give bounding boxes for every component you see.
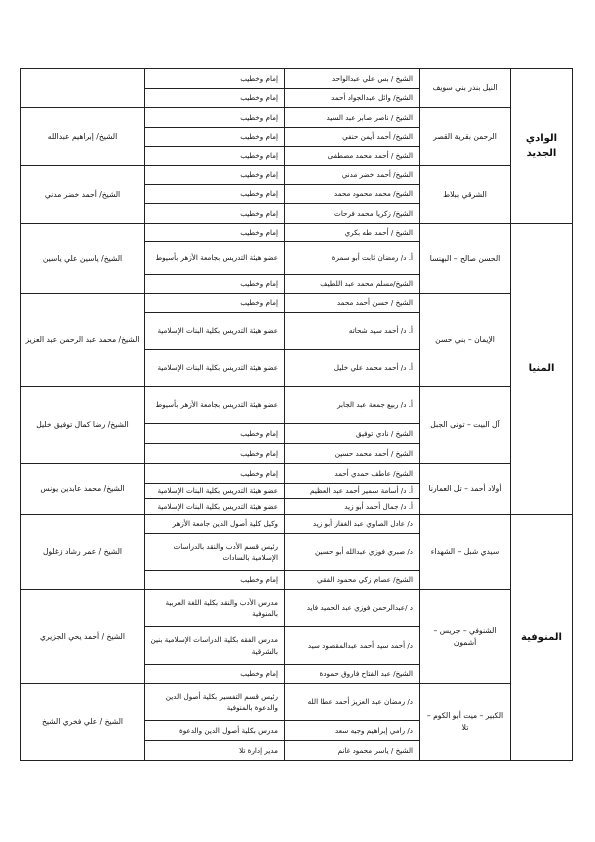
participant-name-cell: الشيخ/ محمد محمود محمد	[285, 185, 420, 204]
mosque-location-cell: آل البيت – تونى الجبل	[420, 387, 511, 464]
mosque-location-cell: سيدي شبل – الشهداء	[420, 515, 511, 590]
participant-name-cell: الشيخ/ أحمد خضر مدني	[285, 166, 420, 185]
participant-role-cell: إمام وخطيب	[145, 204, 285, 224]
table-row	[21, 515, 573, 534]
mosque-location-cell: الإيمان – بني حسن	[420, 294, 511, 387]
governorate-cell: الوادي الجديد	[511, 69, 573, 224]
participant-role-cell: وكيل كلية أصول الدين جامعة الأزهر	[145, 515, 285, 534]
participant-name-cell: د /عبدالرحمن فوزي عبد الحميد فايد	[285, 590, 420, 627]
participant-name-cell: أ. د/ ربيع جمعة عبد الجابر	[285, 387, 420, 424]
participant-role-cell: إمام وخطيب	[145, 571, 285, 590]
participant-role-cell: إمام وخطيب	[145, 69, 285, 89]
supervisor-cell: الشيخ/ أحمد خضر مدني	[21, 166, 145, 224]
mosque-location-cell: الكبير – ميت أبو الكوم – تلا	[420, 684, 511, 761]
table-row	[21, 294, 573, 313]
participant-name-cell: د/ رمضان عبد العزيز أحمد عطا الله	[285, 684, 420, 721]
participant-role-cell: إمام وخطيب	[145, 444, 285, 464]
supervisor-cell: الشيخ/ محمد عبد الرحمن عبد العزيز	[21, 294, 145, 387]
participant-name-cell: الشيخ / ياسر محمود غانم	[285, 741, 420, 761]
participant-role-cell: إمام وخطيب	[145, 294, 285, 313]
participant-role-cell: إمام وخطيب	[145, 108, 285, 128]
participant-role-cell: إمام وخطيب	[145, 128, 285, 147]
table-row	[21, 69, 573, 89]
participant-name-cell: الشيخ/ عصام زكي محمود الفقي	[285, 571, 420, 590]
participant-name-cell: الشيخ / أحمد طه بكري	[285, 224, 420, 242]
supervisor-cell	[21, 69, 145, 108]
participant-role-cell: عضو هيئة التدريس بكلية البنات الإسلامية	[145, 484, 285, 499]
participant-name-cell: أ. د/ رمضان ثابت أبو سمرة	[285, 242, 420, 275]
participant-name-cell: الشيخ/مسلم محمد عبد اللطيف	[285, 275, 420, 294]
participant-role-cell: عضو هيئة التدريس بجامعة الأزهر بأسيوط	[145, 242, 285, 275]
supervisor-cell: الشيخ/ ياسين علي ياسين	[21, 224, 145, 294]
participant-role-cell: إمام وخطيب	[145, 275, 285, 294]
participant-name-cell: الشيخ/ وائل عبدالجواد أحمد	[285, 89, 420, 108]
mosque-location-cell: الحسن صالح – البهنسا	[420, 224, 511, 294]
participant-role-cell: عضو هيئة التدريس بكلية البنات الإسلامية	[145, 313, 285, 350]
assignments-table	[20, 68, 573, 761]
participant-name-cell: الشيخ / أحمد محمد مصطفى	[285, 147, 420, 166]
mosque-location-cell: الرحمن بقرية القصر	[420, 108, 511, 166]
participant-role-cell: إمام وخطيب	[145, 424, 285, 444]
supervisor-cell: الشيخ / عمر رشاد زغلول	[21, 515, 145, 590]
supervisor-cell: الشيخ/ محمد عابدين يونس	[21, 464, 145, 515]
mosque-location-cell: الشنوفي – جريس – أشمون	[420, 590, 511, 684]
participant-role-cell: إمام وخطيب	[145, 147, 285, 166]
participant-name-cell: الشيخ / بس علي عبدالواحد	[285, 69, 420, 89]
participant-name-cell: د/ صبري فوزي عبدالله أبو حسين	[285, 534, 420, 571]
participant-name-cell: أ. د/ جمال أحمد أبو زيد	[285, 499, 420, 515]
participant-role-cell: إمام وخطيب	[145, 166, 285, 185]
participant-name-cell: د/ أحمد سيد أحمد عبدالمقصود سيد	[285, 627, 420, 665]
participant-name-cell: الشيخ / حسن أحمد محمد	[285, 294, 420, 313]
participant-role-cell: إمام وخطيب	[145, 464, 285, 484]
participant-name-cell: أ. د/ أسامة سمير أحمد عبد العظيم	[285, 484, 420, 499]
participant-role-cell: عضو هيئة التدريس بكلية البنات الإسلامية	[145, 350, 285, 387]
participant-name-cell: الشيخ / أحمد محمد حسين	[285, 444, 420, 464]
participant-role-cell: مدرس بكلية أصول الدين والدعوة	[145, 721, 285, 741]
table-row	[21, 166, 573, 185]
table-row	[21, 224, 573, 242]
participant-role-cell: رئيس قسم الأدب والنقد بالدراسات الإسلامية بالسادات	[145, 534, 285, 571]
governorate-cell: المنوفية	[511, 515, 573, 761]
mosque-location-cell: الشرقي ببلاط	[420, 166, 511, 224]
participant-name-cell: الشيخ / نادي توفيق	[285, 424, 420, 444]
participant-role-cell: إمام وخطيب	[145, 89, 285, 108]
table-row	[21, 108, 573, 128]
participant-name-cell: الشيخ/ عاطف حمدي أحمد	[285, 464, 420, 484]
participant-role-cell: مدرس الفقه بكلية الدراسات الإسلامية بنين بالشرقية	[145, 627, 285, 665]
participant-role-cell: عضو هيئة التدريس بكلية البنات الإسلامية	[145, 499, 285, 515]
supervisor-cell: الشيخ / علي فخري الشيخ	[21, 684, 145, 761]
supervisor-cell: الشيخ / أحمد يحي الجزيري	[21, 590, 145, 684]
participant-name-cell: الشيخ/ عبد الفتاح فاروق حمودة	[285, 665, 420, 684]
participant-role-cell: إمام وخطيب	[145, 665, 285, 684]
participant-name-cell: الشيخ/ زكريا محمد فرحات	[285, 204, 420, 224]
participant-role-cell: مدير إدارة تلا	[145, 741, 285, 761]
participant-role-cell: إمام وخطيب	[145, 224, 285, 242]
participant-name-cell: د/ رامي إبراهيم وجيه سعد	[285, 721, 420, 741]
mosque-location-cell: النيل بندر بني سويف	[420, 69, 511, 108]
governorate-cell: المنيا	[511, 224, 573, 515]
participant-role-cell: مدرس الأدب والنقد بكلية اللغة العربية بالمنوفية	[145, 590, 285, 627]
participant-name-cell: الشيخ / ناصر صابر عبد السيد	[285, 108, 420, 128]
participant-name-cell: أ. د/ أحمد سيد شحاته	[285, 313, 420, 350]
table-row	[21, 684, 573, 721]
supervisor-cell: الشيخ/ رضا كمال توفيق خليل	[21, 387, 145, 464]
table-row	[21, 464, 573, 484]
participant-role-cell: عضو هيئة التدريس بجامعة الأزهر بأسيوط	[145, 387, 285, 424]
table-body	[21, 69, 573, 761]
table-row	[21, 590, 573, 627]
participant-role-cell: إمام وخطيب	[145, 185, 285, 204]
participant-name-cell: أ. د/ أحمد محمد علي خليل	[285, 350, 420, 387]
participant-role-cell: رئيس قسم التفسير بكلية أصول الدين والدعوة بالمنوفية	[145, 684, 285, 721]
table-row	[21, 387, 573, 424]
supervisor-cell: الشيخ/ إبراهيم عبدالله	[21, 108, 145, 166]
participant-name-cell: الشيخ/ أحمد أيمن حنفي	[285, 128, 420, 147]
mosque-location-cell: أولاد أحمد – تل العمارنا	[420, 464, 511, 515]
participant-name-cell: د/ عادل الصاوي عبد الغفار أبو زيد	[285, 515, 420, 534]
